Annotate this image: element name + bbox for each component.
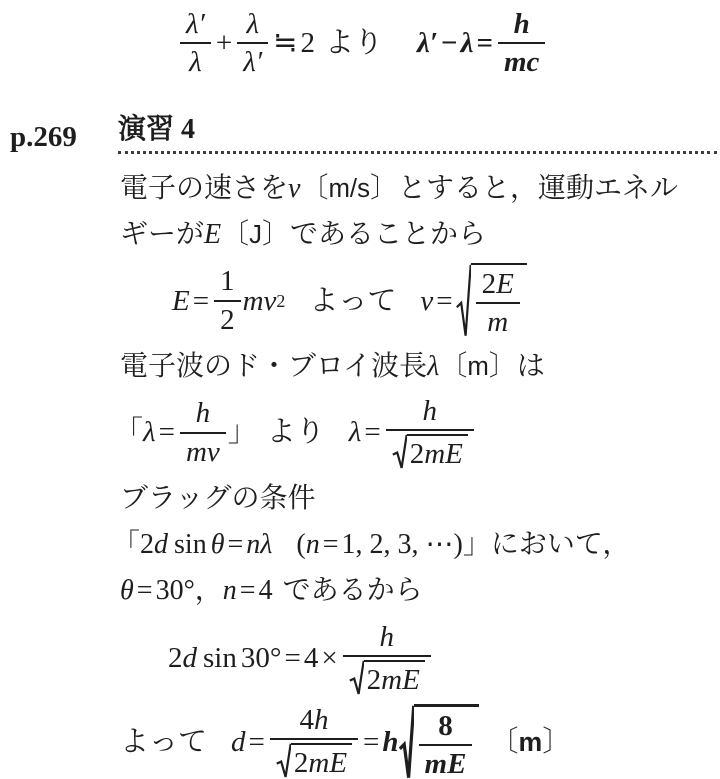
equals-sign: = <box>476 27 493 60</box>
equals-sign: = <box>363 725 380 758</box>
variables-mE: mE <box>381 664 420 697</box>
equals-sign: = <box>136 574 153 606</box>
variable-d: d <box>154 528 169 560</box>
value-four: 4 <box>258 574 273 606</box>
coefficient-two: 2 <box>366 664 382 697</box>
connective-yori: より <box>266 416 325 449</box>
paren-open: ( <box>296 528 306 560</box>
lambda: λ <box>460 27 474 60</box>
equals-sign: = <box>284 642 301 675</box>
fraction-4h-over-sqrt-2mE <box>270 704 358 779</box>
variable-E: E <box>496 267 514 300</box>
variables-mE: mE <box>308 747 348 779</box>
variable-d: d <box>182 642 197 675</box>
fraction-8-over-mE <box>419 710 473 779</box>
fraction-lambda-over-lambda-prime <box>237 8 268 79</box>
bracket-open: 〔 <box>221 218 250 250</box>
fraction-2E-over-m <box>476 268 520 339</box>
radicand <box>414 704 480 779</box>
given-values-line <box>120 568 714 614</box>
exercise-number: 4 <box>181 113 196 145</box>
bracket-open: 〔 <box>439 350 468 382</box>
de-broglie-wavelength-equation <box>114 395 714 471</box>
bracket-open: 〔 <box>300 172 329 204</box>
denominator: λ′ <box>243 46 263 79</box>
equals-sign: = <box>227 528 244 560</box>
radicand <box>291 743 352 778</box>
denominator <box>343 657 431 696</box>
variable-v: v <box>420 284 434 317</box>
square-root-2mE <box>349 660 425 695</box>
text-line-2 <box>120 212 714 258</box>
equals-sign: = <box>364 416 381 449</box>
variable-m: m <box>242 284 264 317</box>
coefficient-two: 2 <box>409 438 425 471</box>
section-header <box>0 107 720 154</box>
numerator: λ <box>237 8 268 44</box>
variable-h: h <box>313 704 329 736</box>
radical-sign-icon <box>399 704 414 779</box>
text: 電子の速さを <box>120 172 289 204</box>
variable-h: h <box>382 725 399 758</box>
numerator: h <box>343 621 431 657</box>
radical-sign-icon <box>349 660 364 695</box>
variable-theta: θ <box>210 528 225 560</box>
square-root-2mE <box>276 743 352 778</box>
value-two: 2 <box>300 27 315 60</box>
comma: ， <box>194 574 223 606</box>
variable-lambda: λ <box>427 350 440 382</box>
exercise-label: 演習 <box>118 112 175 144</box>
denominator: mc <box>503 46 540 79</box>
radical-sign-icon <box>456 263 471 339</box>
square-root-2mE <box>392 434 468 469</box>
denominator <box>180 434 226 468</box>
final-answer-equation <box>120 704 714 779</box>
coefficient-two: 2 <box>168 642 183 675</box>
radical-sign-icon <box>276 743 291 778</box>
radical-sign-icon <box>392 434 407 469</box>
numerator: h <box>386 395 474 431</box>
radicand <box>364 660 425 695</box>
variable-theta: θ <box>120 574 134 606</box>
text: ブラッグの条件 <box>120 482 316 514</box>
text: 電子波のド・ブロイ波長 <box>120 350 428 382</box>
value-four: 4 <box>303 642 319 675</box>
quote-bracket-open: 「 <box>114 416 144 449</box>
fraction-h-over-mc <box>498 8 545 79</box>
equals-sign: = <box>192 284 210 317</box>
fraction-one-half <box>214 265 241 336</box>
numerator: h <box>498 8 545 44</box>
variable-lambda: λ <box>348 416 362 449</box>
connective-yotte: よって <box>309 284 397 317</box>
numerator <box>476 268 520 304</box>
text-line-3 <box>120 344 714 390</box>
bracket-close: 〕 <box>369 172 398 204</box>
plus-operator: + <box>215 27 233 60</box>
lambda-prime: λ′ <box>417 27 439 60</box>
text-line-4 <box>120 476 714 522</box>
coefficient-two: 2 <box>140 528 155 560</box>
variables-mE: mE <box>424 438 463 471</box>
equals-sign: = <box>239 574 256 606</box>
unit-m-per-s: m/s <box>328 174 370 203</box>
variable-n: n <box>305 528 320 560</box>
connective-yotte: よって <box>120 725 208 758</box>
quote-bracket-close: 」 <box>462 528 491 560</box>
solution-body <box>112 166 714 779</box>
sine-function: sin <box>174 528 207 560</box>
equals-sign: = <box>322 528 339 560</box>
denominator <box>386 431 474 470</box>
value-30-degrees: 30° <box>155 574 195 606</box>
text: であることから <box>290 218 487 250</box>
denominator <box>270 740 358 779</box>
approx-equal-sign: ≒ <box>273 27 298 60</box>
equals-sign: = <box>248 725 265 758</box>
minus-operator: − <box>441 27 458 60</box>
variable-E: E <box>204 218 222 250</box>
denominator: m <box>487 306 509 339</box>
integer-sequence: 1, 2, 3, ⋯ <box>341 528 454 560</box>
unit-meter: m <box>467 352 489 381</box>
variable-v: v <box>288 172 301 204</box>
numerator: 8 <box>419 710 473 746</box>
fraction-h-over-sqrt-2mE <box>386 395 474 471</box>
boxed-answer-lambda-difference <box>417 8 547 79</box>
coefficient-four: 4 <box>299 704 314 736</box>
text: において， <box>490 528 631 560</box>
quote-bracket-open: 「 <box>112 528 141 560</box>
connective-yori: より <box>325 27 384 60</box>
kinetic-energy-equation: E = $\frac{1}{2}$ m v 2 よって v = 2 E m <box>172 263 714 339</box>
variable-n: n <box>222 574 237 606</box>
value-30-degrees: 30° <box>240 642 282 675</box>
denominator: mE <box>424 747 467 779</box>
text-line-1 <box>120 166 714 212</box>
fraction-h-over-mv <box>180 397 226 468</box>
square-root-2E-over-m <box>456 263 527 339</box>
boxed-answer-d <box>382 704 479 779</box>
text: であるから <box>282 574 423 606</box>
text: は <box>516 350 545 382</box>
numerator: λ′ <box>180 8 211 44</box>
bracket-close: 〕 <box>542 725 572 758</box>
bracket-close: 〕 <box>488 350 517 382</box>
variable-v: v <box>263 284 277 317</box>
radicand <box>471 263 527 339</box>
coefficient-two: 2 <box>293 747 309 779</box>
numerator <box>270 704 358 740</box>
radicand <box>407 434 468 469</box>
bracket-close: 〕 <box>262 218 291 250</box>
page-reference: p.269 <box>10 120 77 153</box>
fraction-lambda-prime-over-lambda <box>180 8 211 79</box>
equals-sign: = <box>436 284 453 317</box>
equals-sign: = <box>158 416 175 449</box>
compton-result-line <box>178 8 720 79</box>
variable-m: m <box>185 435 207 468</box>
paren-close: ) <box>453 528 463 560</box>
variable-lambda: λ <box>260 528 273 560</box>
sine-function: sin <box>203 642 237 675</box>
bracket-open: 〔 <box>489 725 519 758</box>
times-operator: × <box>321 642 338 675</box>
square-root-8-over-mE <box>399 704 480 779</box>
numerator: h <box>180 397 226 433</box>
coefficient-two: 2 <box>481 267 497 300</box>
quote-bracket-close: 」 <box>227 416 257 449</box>
variable-E: E <box>172 284 190 317</box>
variable-lambda: λ <box>143 416 156 449</box>
unit-meter: m <box>518 726 543 757</box>
fraction-h-over-sqrt-2mE <box>343 621 431 697</box>
bragg-substituted-equation <box>168 621 714 697</box>
exercise-title-with-dotted-rule <box>118 107 717 154</box>
variable-v: v <box>206 435 220 468</box>
bragg-condition-line <box>112 522 714 568</box>
text: とすると，運動エネル <box>397 172 678 204</box>
variable-n: n <box>246 528 261 560</box>
denominator: λ <box>189 46 202 79</box>
denominator: 2 <box>220 303 235 336</box>
text: ギーが <box>120 218 205 250</box>
variable-d: d <box>231 725 246 758</box>
unit-joule: J <box>249 220 263 249</box>
numerator: 1 <box>214 265 241 301</box>
